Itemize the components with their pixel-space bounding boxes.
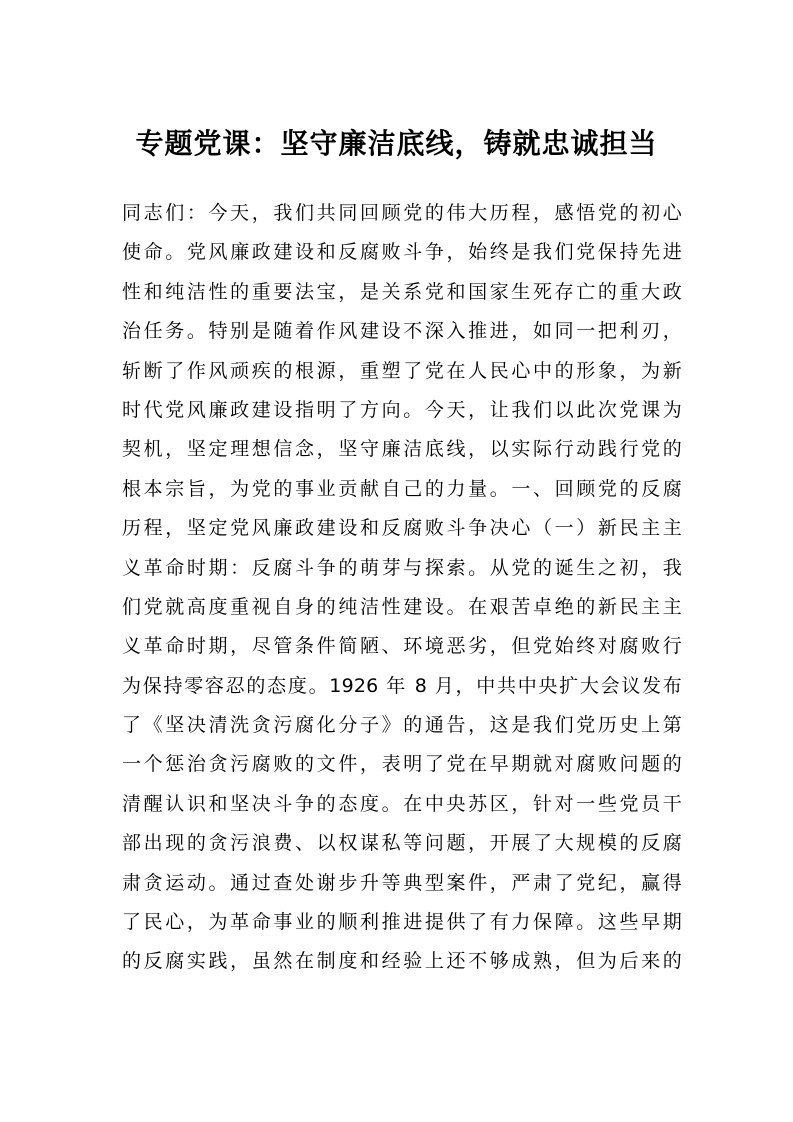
body-line: 的反腐实践，虽然在制度和经验上还不够成熟，但为后来的 <box>122 950 682 973</box>
body-line: 义革命时期：反腐斗争的萌芽与探索。从党的诞生之初，我 <box>122 556 682 579</box>
body-line: 义革命时期，尽管条件简陋、环境恶劣，但党始终对腐败行 <box>122 635 682 658</box>
body-line: 同志们：今天，我们共同回顾党的伟大历程，感悟党的初心 <box>122 202 682 224</box>
body-line: 治任务。特别是随着作风建设不深入推进，如同一把利刃， <box>122 320 682 343</box>
body-line: 使命。党风廉政建设和反腐败斗争，始终是我们党保持先进 <box>122 241 682 264</box>
body-line: 时代党风廉政建设指明了方向。今天，让我们以此次党课为 <box>122 398 682 421</box>
body-line: 为保持零容忍的态度。1926 年 8 月，中共中央扩大会议发布 <box>122 674 682 697</box>
body-line: 一个惩治贪污腐败的文件，表明了党在早期就对腐败问题的 <box>122 753 682 776</box>
body-line: 契机，坚定理想信念，坚守廉洁底线，以实际行动践行党的 <box>122 438 682 461</box>
body-line: 根本宗旨，为党的事业贡献自己的力量。一、回顾党的反腐 <box>122 477 682 500</box>
document-body <box>122 194 682 982</box>
body-line: 性和纯洁性的重要法宝，是关系党和国家生死存亡的重大政 <box>122 280 682 303</box>
body-line: 部出现的贪污浪费、以权谋私等问题，开展了大规模的反腐 <box>122 832 682 855</box>
body-line: 斩断了作风顽疾的根源，重塑了党在人民心中的形象，为新 <box>122 359 682 382</box>
body-line: 清醒认识和坚决斗争的态度。在中央苏区，针对一些党员干 <box>122 792 682 815</box>
body-line: 们党就高度重视自身的纯洁性建设。在艰苦卓绝的新民主主 <box>122 595 682 618</box>
body-line: 了《坚决清洗贪污腐化分子》的通告，这是我们党历史上第 <box>122 714 682 737</box>
body-line: 了民心，为革命事业的顺利推进提供了有力保障。这些早期 <box>122 911 682 934</box>
body-line: 历程，坚定党风廉政建设和反腐败斗争决心（一）新民主主 <box>122 517 682 540</box>
document-title: 专题党课：坚守廉洁底线，铸就忠诚担当 <box>135 127 658 160</box>
body-line: 肃贪运动。通过查处谢步升等典型案件，严肃了党纪，赢得 <box>122 871 682 894</box>
